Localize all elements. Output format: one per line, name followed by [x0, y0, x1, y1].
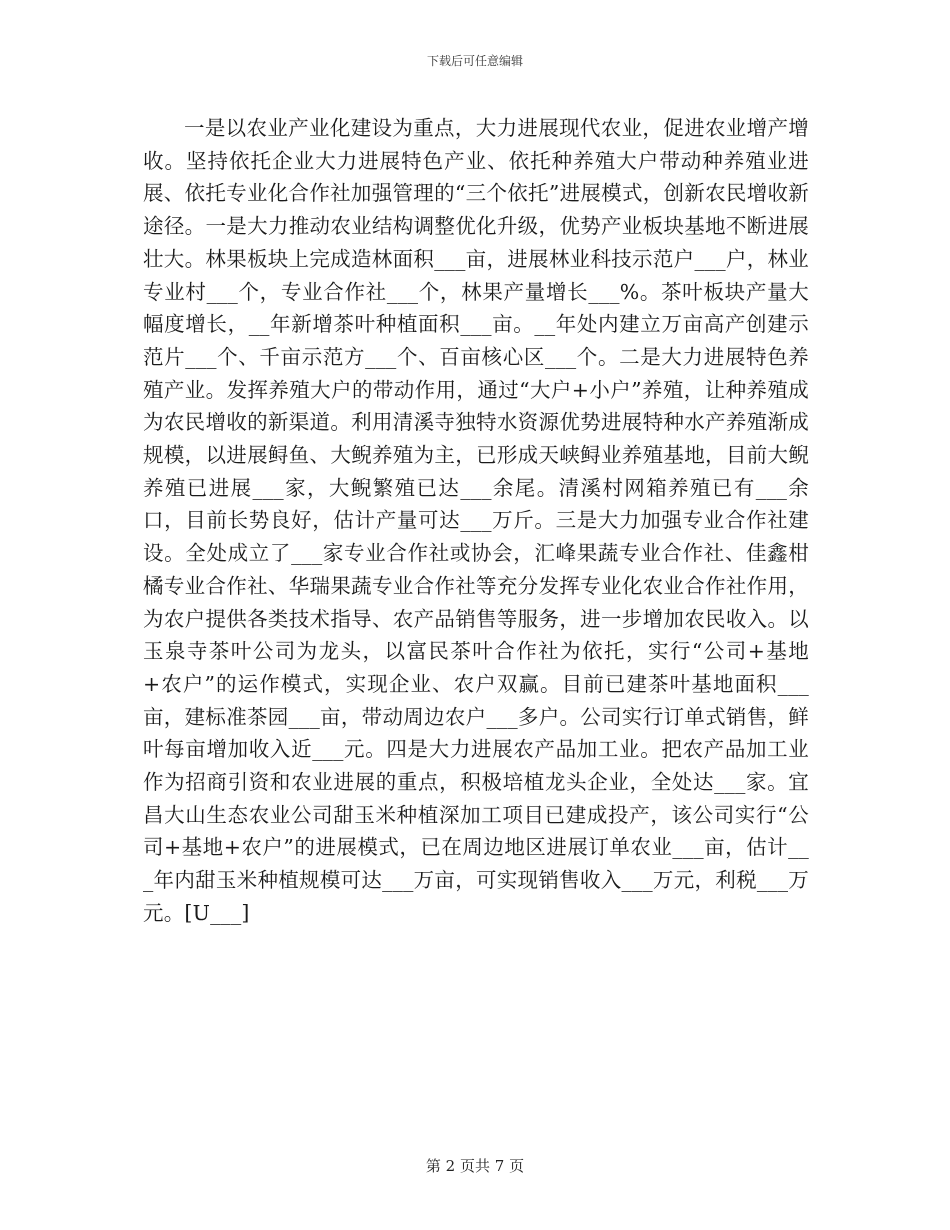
page-header-note: 下载后可任意编辑 — [426, 54, 523, 68]
body-paragraph: 一是以农业产业化建设为重点，大力进展现代农业，促进农业增产增收。坚持依托企业大力进展特色产业、依托种养殖大户带动种养殖业进展、依托专业化合作社加强管理的“三个依托”进展模式，创新农民增收新途径。一是大力推动农业结构调整优化升级，优势产业板块基地不断进展壮大。林果板块上完成造林面积___亩，进展林业科技示范户___户，林业专业村___个，专业合作社___个，林果产量增长___%。茶叶板块产量大幅度增长，__年新增茶叶种植面积___亩。__年处内建立万亩高产创建示范片___个、千亩示范方___个、百亩核心区___个。二是大力进展特色养殖产业。发挥养殖大户的带动作用，通过“大户+小户”养殖，让种养殖成为农民增收的新渠道。利用清溪寺独特水资源优势进展特种水产养殖渐成规模，以进展鲟鱼、大鲵养殖为主，已形成天峡鲟业养殖基地，目前大鲵养殖已进展___家，大鲵繁殖已达___余尾。清溪村网箱养殖已有___余口，目前长势良好，估计产量可达___万斤。三是大力加强专业合作社建设。全处成立了___家专业合作社或协会，汇峰果蔬专业合作社、佳鑫柑橘专业合作社、华瑞果蔬专业合作社等充分发挥专业化农业合作社作用，为农户提供各类技术指导、农产品销售等服务，进一步增加农民收入。以玉泉寺茶叶公司为龙头，以富民茶叶合作社为依托，实行“公司+基地+农户”的运作模式，实现企业、农户双赢。目前已建茶叶基地面积___亩，建标准茶园___亩，带动周边农户___多户。公司实行订单式销售，鲜叶每亩增加收入近___元。四是大力进展农产品加工业。把农产品加工业作为招商引资和农业进展的重点，积极培植龙头企业，全处达___家。宜昌大山生态农业公司甜玉米种植深加工项目已建成投产，该公司实行“公司+基地+农户”的进展模式，已在周边地区进展订单农业___亩，估计___年内甜玉米种植规模可达___万亩，可实现销售收入___万元，利税___万元。[U___] — [143, 116, 809, 925]
page-number: 第 2 页共 7 页 — [425, 1157, 525, 1175]
